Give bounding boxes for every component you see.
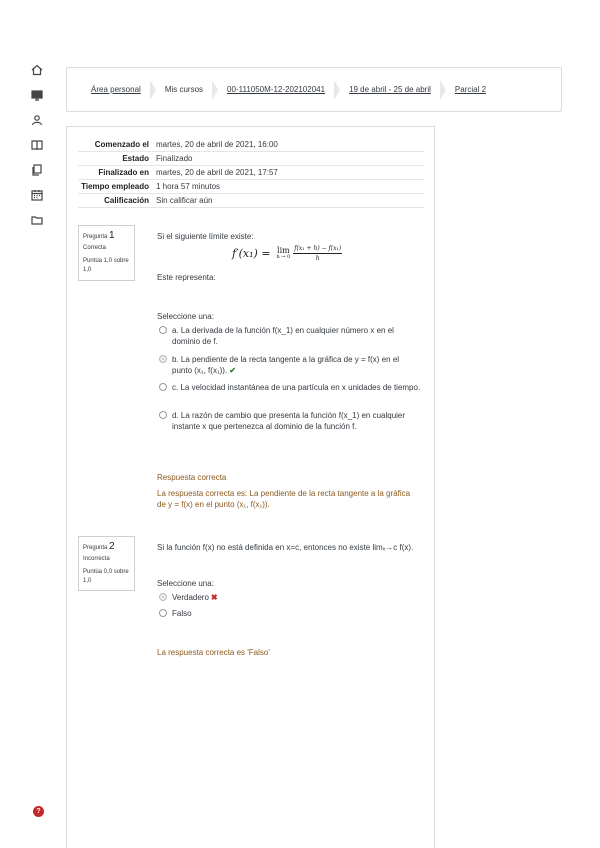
users-icon[interactable]	[30, 114, 44, 128]
radio-button[interactable]	[159, 411, 167, 419]
question-1-after: Este representa:	[157, 273, 216, 282]
q1-option-c[interactable]: c. La velocidad instantánea de una partícula en x unidades de tiempo.	[159, 382, 421, 393]
question-1-info	[78, 225, 135, 281]
correct-check-icon: ✔	[229, 366, 236, 375]
sidebar-nav	[30, 64, 48, 239]
radio-button[interactable]	[159, 383, 167, 391]
breadcrumb-separator	[150, 80, 156, 100]
incorrect-cross-icon: ✖	[210, 593, 218, 602]
breadcrumb-week[interactable]: 19 de abril - 25 de abril	[349, 85, 431, 94]
question-state: Incorrecta	[83, 556, 110, 562]
summary-value: martes, 20 de abril de 2021, 17:57	[156, 166, 424, 180]
summary-value: 1 hora 57 minutos	[156, 180, 424, 194]
question-1-intro: Si el siguiente límite existe:	[157, 232, 254, 241]
breadcrumb-area-personal[interactable]: Área personal	[91, 85, 141, 94]
summary-value: Finalizado	[156, 152, 424, 166]
question-2-text: Si la función f(x) no está definida en x=c, entonces no existe limₓ→c f(x).	[157, 543, 414, 552]
help-button[interactable]: ?	[33, 806, 44, 817]
limit-formula: f′(x₁) = lim h → 0 $\frac{\text{f(x₁ + h) − f(x₁)}}{h}$	[232, 245, 342, 262]
breadcrumb-course[interactable]: 00-111050M-12-202102041	[227, 85, 326, 94]
summary-value: Sin calificar aún	[156, 194, 424, 208]
breadcrumb-separator	[440, 80, 446, 100]
question-state: Correcta	[83, 245, 107, 251]
folder-icon[interactable]	[30, 214, 44, 228]
q1-feedback-answer: La respuesta correcta es: La pendiente de la recta tangente a la gráfica de y = f(x) en el punto (x₁, f(x₁)).	[157, 489, 411, 509]
question-2-info	[78, 536, 135, 591]
question-points: Puntúa 0,0 sobre 1,0	[83, 569, 129, 584]
radio-button-selected[interactable]	[159, 355, 167, 363]
question-points: Puntúa 1,0 sobre 1,0	[83, 258, 129, 273]
q1-feedback-status: Respuesta correcta	[157, 473, 227, 482]
breadcrumb-separator	[334, 80, 340, 100]
breadcrumb-quiz[interactable]: Parcial 2	[454, 85, 487, 94]
radio-button[interactable]	[159, 609, 167, 617]
breadcrumb-mis-cursos[interactable]: Mis cursos	[164, 85, 204, 94]
q1-option-a[interactable]: a. La derivada de la función f(x_1) en cualquier número x en el dominio de f.	[159, 325, 421, 347]
summary-label: Tiempo empleado	[78, 180, 156, 194]
question-2-prompt: Seleccione una:	[157, 579, 214, 588]
summary-label: Finalizado en	[78, 166, 156, 180]
radio-button[interactable]	[159, 326, 167, 334]
summary-row	[78, 194, 424, 208]
summary-label: Calificación	[78, 194, 156, 208]
q1-option-b[interactable]: b. La pendiente de la recta tangente a la gráfica de y = f(x) en el punto (x₁, f(x₁)). ✔	[159, 354, 421, 376]
question-number: Pregunta 1	[83, 230, 115, 241]
radio-button-selected[interactable]	[159, 593, 167, 601]
q2-option-verdadero[interactable]: Verdadero ✖	[159, 592, 421, 603]
q2-option-falso[interactable]: Falso	[159, 608, 421, 619]
attempt-summary-table	[78, 138, 424, 208]
question-1-prompt: Seleccione una:	[157, 312, 214, 321]
summary-row	[78, 152, 424, 166]
question-number: Pregunta 2	[83, 541, 115, 552]
calendar-icon[interactable]	[30, 189, 44, 203]
files-icon[interactable]	[30, 164, 44, 178]
summary-label: Comenzado el	[78, 138, 156, 152]
q2-feedback-answer: La respuesta correcta es 'Falso'	[157, 648, 270, 657]
breadcrumb-separator	[212, 80, 218, 100]
summary-row	[78, 180, 424, 194]
summary-row	[78, 166, 424, 180]
summary-label: Estado	[78, 152, 156, 166]
book-icon[interactable]	[30, 139, 44, 153]
q1-option-d[interactable]: d. La razón de cambio que presenta la función f(x_1) en cualquier instante x que pertenezca al dominio de la función f.	[159, 410, 421, 432]
breadcrumb	[66, 67, 562, 112]
dashboard-icon[interactable]	[30, 89, 44, 103]
home-icon[interactable]	[30, 64, 44, 78]
summary-value: martes, 20 de abril de 2021, 16:00	[156, 138, 424, 152]
summary-row	[78, 138, 424, 152]
